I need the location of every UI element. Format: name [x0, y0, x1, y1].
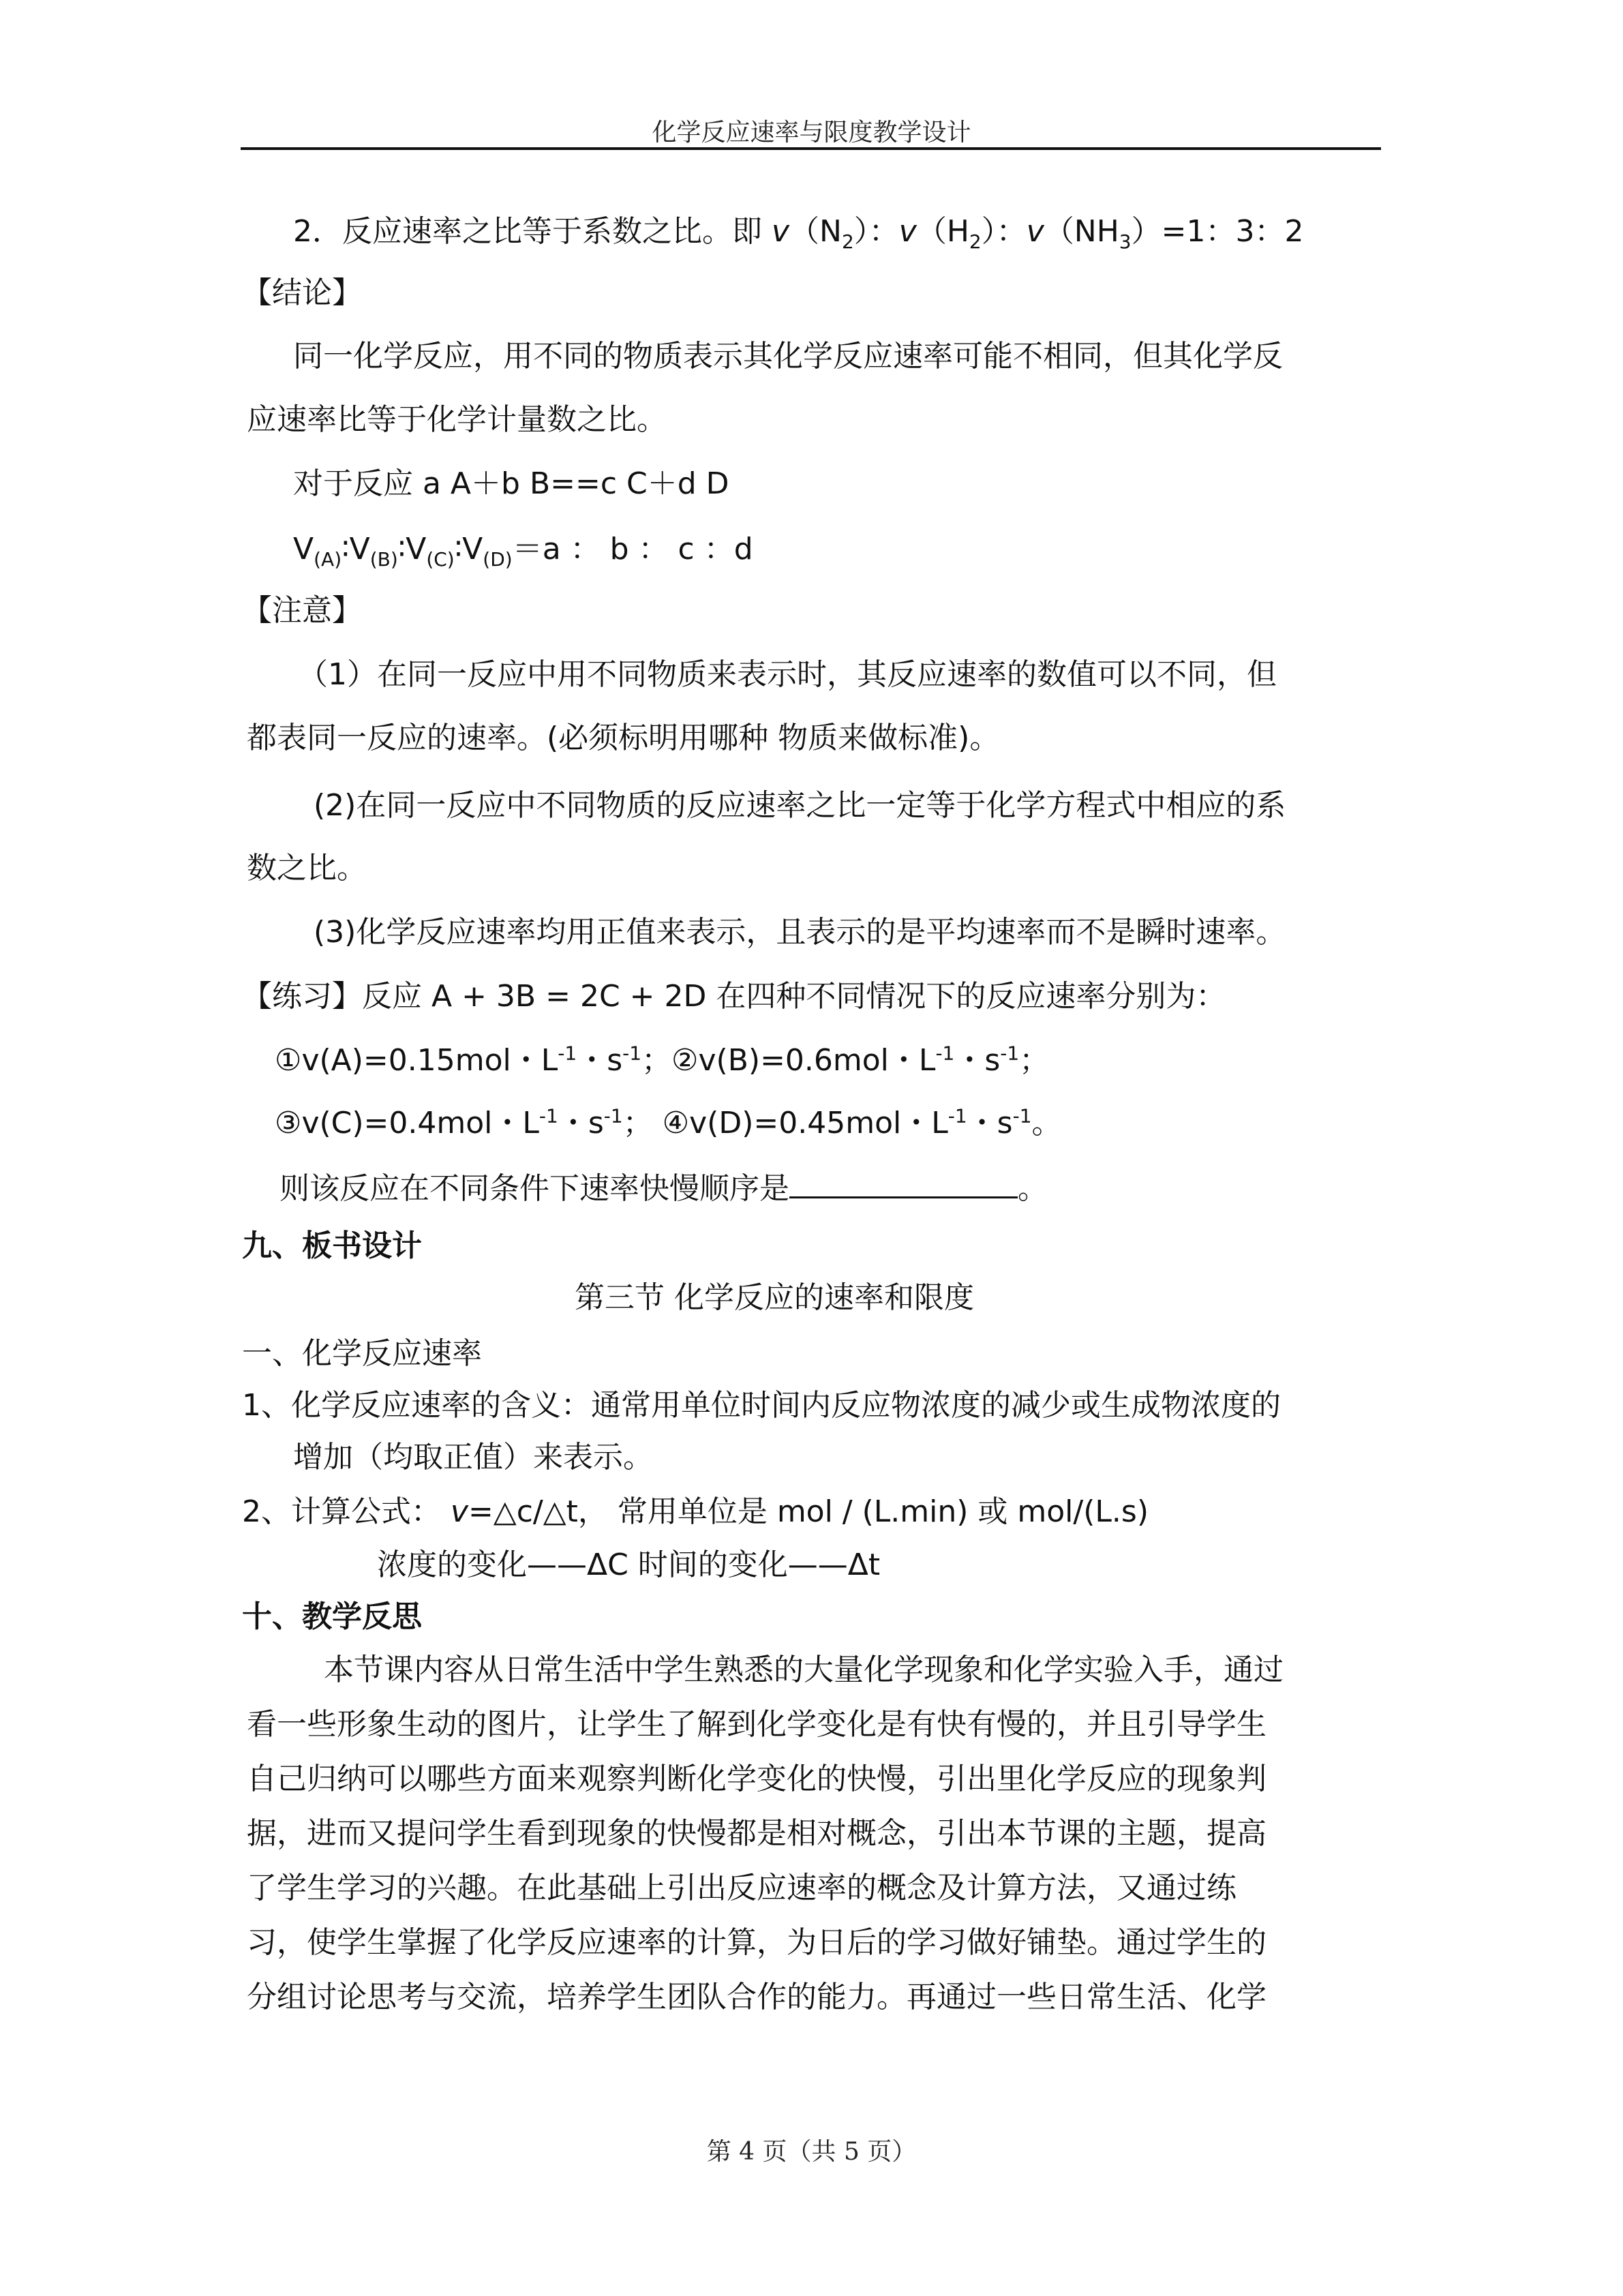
section-9-heading: 九、板书设计: [242, 1228, 422, 1263]
conclusion-heading: 【结论】: [242, 275, 362, 310]
section-10-heading: 十、教学反思: [242, 1599, 422, 1634]
reflection-line-4: 据，进而又提问学生看到现象的快慢都是相对概念，引出本节课的主题，提高: [247, 1816, 1266, 1851]
board-variables: 浓度的变化——ΔC 时间的变化——Δt: [377, 1547, 881, 1582]
note-1-line-1: （1）在同一反应中用不同物质来表示时，其反应速率的数值可以不同，但: [298, 657, 1277, 692]
practice-options-2: ③v(C)=0.4mol・$L^{-1}$・$s^{-1}$； ④v(D)=0.45mol・$L^{-1}$・$s^{-1}$。: [275, 1104, 1062, 1141]
reflection-line-2: 看一些形象生动的图片，让学生了解到化学变化是有快有慢的，并且引导学生: [247, 1707, 1266, 1742]
page-header: 化学反应速率与限度教学设计: [652, 119, 971, 147]
order-question: 则该反应在不同条件下速率快慢顺序是 。: [279, 1166, 1048, 1209]
reflection-line-6: 习，使学生掌握了化学反应速率的计算，为日后的学习做好铺垫。通过学生的: [247, 1925, 1266, 1960]
board-title: 第三节 化学反应的速率和限度: [575, 1280, 974, 1315]
reflection-line-1: 本节课内容从日常生活中学生熟悉的大量化学现象和化学实验入手，通过: [324, 1652, 1284, 1687]
header-rule: [241, 147, 1381, 150]
board-item-1: 一、化学反应速率: [242, 1336, 482, 1371]
conclusion-line-2: 应速率比等于化学计量数之比。: [247, 402, 667, 437]
board-definition-2: 增加（均取正值）来表示。: [293, 1440, 653, 1475]
answer-blank: [789, 1166, 1018, 1198]
rate-ratio: $V_{(A)}∶V_{(B)}∶V_{(C)}∶V_{(D)}=a$ ： b ： c ：d: [293, 532, 753, 571]
general-reaction: 对于反应 a A＋b B==c C＋d D: [293, 466, 729, 501]
note-3: (3)化学反应速率均用正值来表示，且表示的是平均速率而不是瞬时速率。: [314, 915, 1286, 950]
practice-question: 【练习】反应 A + 3B = 2C + 2D 在四种不同情况下的反应速率分别为：: [242, 979, 1226, 1014]
conclusion-line-1: 同一化学反应，用不同的物质表示其化学反应速率可能不相同，但其化学反: [293, 339, 1283, 374]
reflection-line-3: 自己归纳可以哪些方面来观察判断化学变化的快慢，引出里化学反应的现象判: [247, 1762, 1266, 1796]
page-footer: 第 4 页（共 5 页）: [706, 2138, 917, 2166]
reflection-line-5: 了学生学习的兴趣。在此基础上引出反应速率的概念及计算方法，又通过练: [247, 1871, 1237, 1905]
note-1-line-2: 都表同一反应的速率。(必须标明用哪种 物质来做标准)。: [247, 721, 1000, 755]
note-heading: 【注意】: [242, 593, 362, 628]
board-formula: 2、计算公式： v=△c/△t， 常用单位是 mol / (L.min) 或 mol/(L.s): [242, 1494, 1149, 1529]
note-2-line-2: 数之比。: [247, 851, 367, 886]
practice-options-1: ①v(A)=0.15mol・$L^{-1}$・$s^{-1}$；②v(B)=0.6mol・$L^{-1}$・$s^{-1}$；: [275, 1042, 1050, 1078]
reflection-line-7: 分组讨论思考与交流，培养学生团队合作的能力。再通过一些日常生活、化学: [247, 1980, 1266, 2014]
ratio-statement: 2．反应速率之比等于系数之比。即 $v(N_2)$：$v(H_2)$：$v(NH_3)=1$：3：2: [293, 214, 1304, 253]
note-2-line-1: (2)在同一反应中不同物质的反应速率之比一定等于化学方程式中相应的系: [314, 788, 1286, 823]
board-definition-1: 1、化学反应速率的含义：通常用单位时间内反应物浓度的减少或生成物浓度的: [242, 1388, 1281, 1423]
